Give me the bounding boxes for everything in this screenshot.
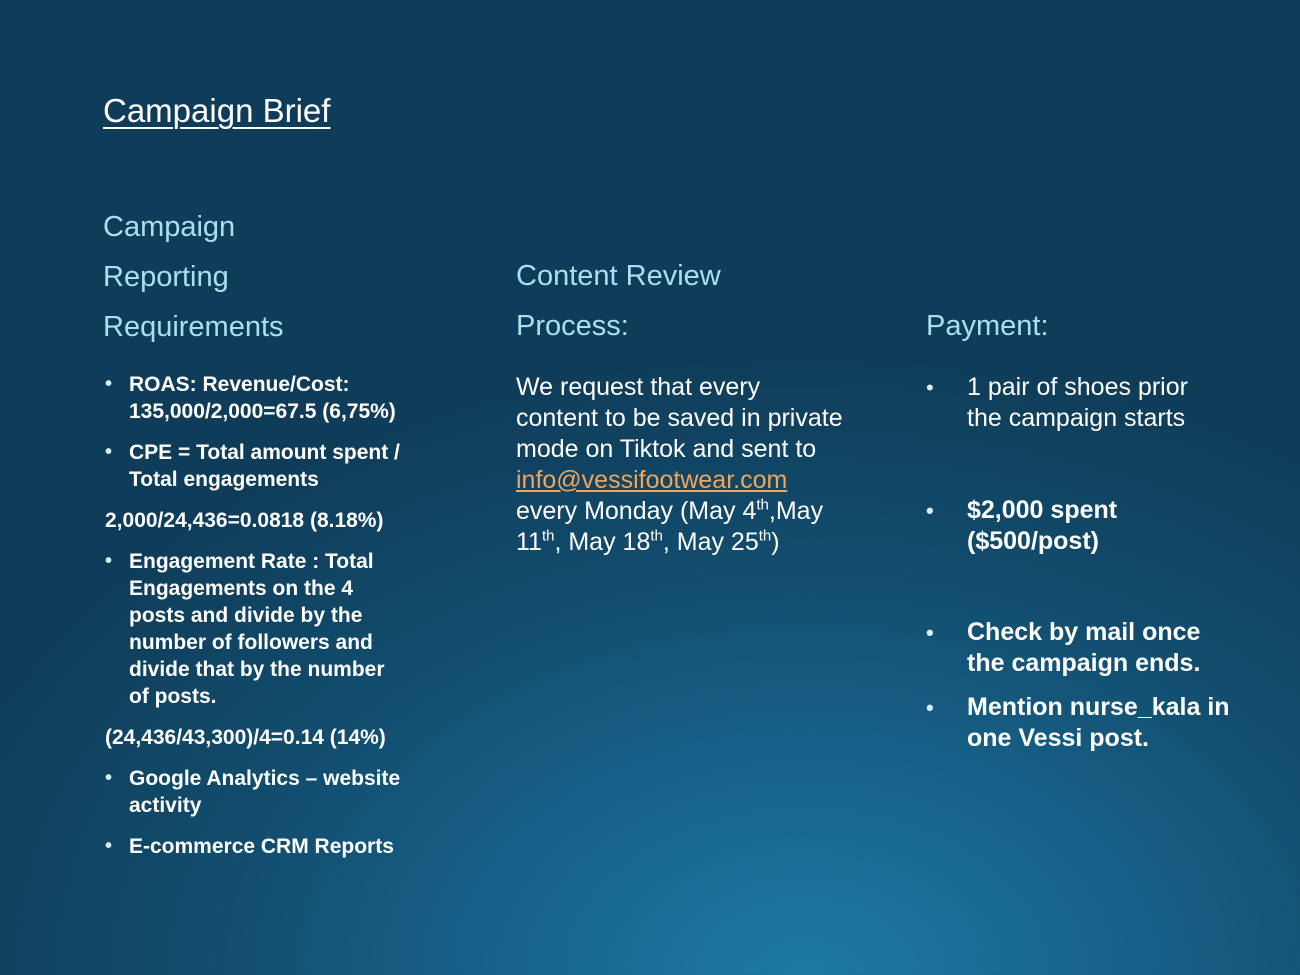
payment-line: the campaign ends.: [967, 649, 1201, 677]
reporting-heading-line: Campaign: [103, 211, 236, 243]
review-line: content to be saved in private: [516, 404, 843, 432]
email-link[interactable]: info@vessifootwear.com: [516, 466, 788, 494]
reporting-list: [105, 371, 445, 860]
reporting-requirements: [105, 371, 445, 860]
payment-item-spent: [926, 495, 1300, 557]
payment-line: Mention nurse_kala in: [967, 693, 1230, 721]
list-item-crm: [105, 833, 445, 860]
bullet-icon: •: [105, 835, 113, 857]
list-item-roas: [105, 371, 445, 425]
cpe-line: Total engagements: [129, 468, 319, 491]
bullet-icon: •: [926, 695, 934, 720]
payment-line: ($500/post): [967, 527, 1099, 555]
reporting-heading-line: Requirements: [103, 311, 284, 343]
review-line: every Monday (May 4th,May: [516, 496, 824, 525]
list-item-google-analytics: [105, 765, 445, 819]
review-heading-line: Content Review: [516, 260, 721, 292]
review-line: We request that every: [516, 373, 761, 401]
list-item-engagement-rate: [105, 548, 445, 710]
er-line: number of followers and: [129, 631, 373, 654]
cpe-calc: 2,000/24,436=0.0818 (8.18%): [105, 509, 384, 532]
payment-heading: [926, 301, 1256, 351]
bullet-icon: •: [105, 441, 113, 463]
crm-line: E-commerce CRM Reports: [129, 835, 394, 858]
bullet-icon: •: [105, 767, 113, 789]
bullet-icon: •: [105, 373, 113, 395]
reporting-heading: [103, 202, 463, 352]
roas-line: ROAS: Revenue/Cost:: [129, 373, 350, 396]
payment-line: the campaign starts: [967, 404, 1186, 432]
bullet-icon: •: [926, 375, 934, 400]
payment-item-mention: [926, 692, 1300, 754]
payment-line: $2,000 spent: [967, 496, 1118, 524]
bullet-icon: •: [105, 550, 113, 572]
er-line: posts and divide by the: [129, 604, 363, 627]
payment-line: Check by mail once: [967, 618, 1201, 646]
slide-title: Campaign Brief: [103, 92, 331, 129]
ga-line: activity: [129, 794, 202, 817]
er-line: divide that by the number: [129, 658, 385, 681]
content-review-text: [516, 372, 886, 558]
list-item-cpe: [105, 439, 445, 493]
review-heading-line: Process:: [516, 310, 629, 342]
review-heading: [516, 251, 896, 351]
er-line: Engagements on the 4: [129, 577, 354, 600]
er-line: of posts.: [129, 685, 217, 708]
ga-line: Google Analytics – website: [129, 767, 401, 790]
roas-calc: 135,000/2,000=67.5 (6,75%): [129, 400, 396, 423]
payment-line: one Vessi post.: [967, 724, 1150, 752]
cpe-line: CPE = Total amount spent /: [129, 441, 400, 464]
bullet-icon: •: [926, 620, 934, 645]
er-calc: (24,436/43,300)/4=0.14 (14%): [105, 726, 386, 749]
er-line: Engagement Rate : Total: [129, 550, 374, 573]
payment-item-check: [926, 617, 1300, 679]
review-line: mode on Tiktok and sent to: [516, 435, 817, 463]
reporting-heading-line: Reporting: [103, 261, 229, 293]
payment-line: 1 pair of shoes prior: [967, 373, 1188, 401]
payment-heading-line: Payment:: [926, 310, 1049, 342]
payment-item-shoes: [926, 372, 1300, 434]
bullet-icon: •: [926, 498, 934, 523]
review-line: 11th, May 18th, May 25th): [516, 527, 780, 556]
